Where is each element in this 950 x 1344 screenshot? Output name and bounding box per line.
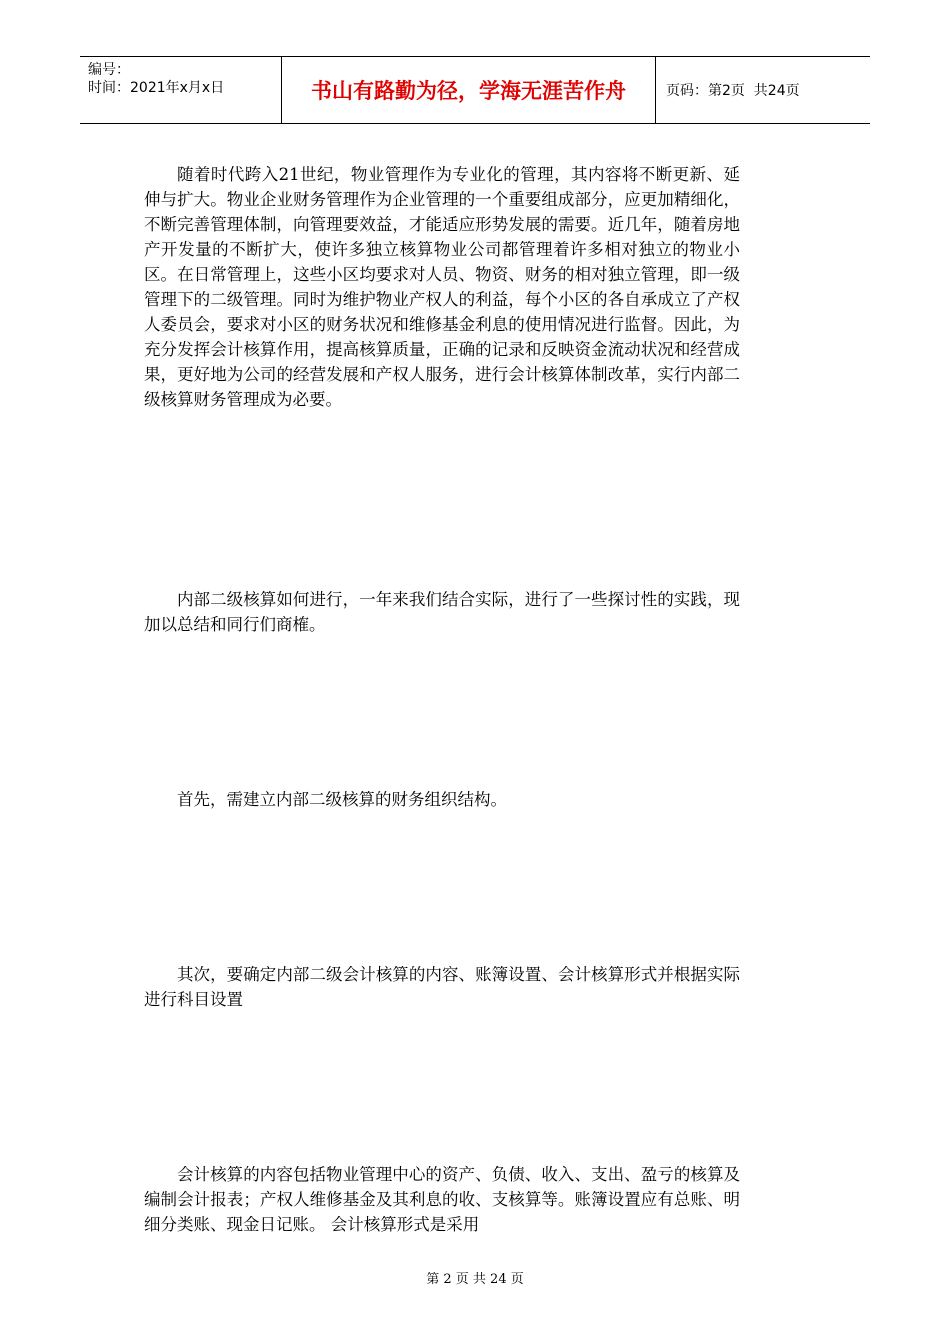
body-paragraph-3: 首先，需建立内部二级核算的财务组织结构。 [177,790,507,809]
document-number-label: 编号： [88,62,130,78]
header-page-info: 页码：第2页 共24页 [666,83,800,99]
document-time-label: 时间：2021年x月x日 [88,80,225,96]
header-motto: 书山有路勤为径，学海无涯苦作舟 [311,79,626,103]
document-header [80,56,870,124]
body-paragraph-4: 其次，要确定内部二级会计核算的内容、账簿设置、会计核算形式并根据实际进行科目设置 [144,965,740,1009]
body-paragraph-5: 会计核算的内容包括物业管理中心的资产、负债、收入、支出、盈亏的核算及编制会计报表；产权人维修基金及其利息的收、支核算等。账簿设置应有总账、明细分类账、现金日记账。 会计核算形式是采用 [144,1165,740,1234]
header-meta-cell [80,57,282,123]
page-footer: 第 2 页 共 24 页 [426,1272,524,1287]
body-paragraph-2: 内部二级核算如何进行，一年来我们结合实际，进行了一些探讨性的实践，现加以总结和同行们商榷。 [144,590,740,634]
header-motto-cell [282,57,656,123]
header-page-cell [656,57,870,123]
body-paragraph-1: 随着时代跨入21世纪，物业管理作为专业化的管理，其内容将不断更新、延伸与扩大。物业企业财务管理作为企业管理的一个重要组成部分，应更加精细化，不断完善管理体制，向管理要效益，才能适应形势发展的需要。近几年，随着房地产开发量的不断扩大，使许多独立核算物业公司都管理着许多相对独立的物业小区。在日常管理上，这些小区均要求对人员、物资、财务的相对独立管理，即一级管理下的二级管理。同时为维护物业产权人的利益，每个小区的各自承成立了产权人委员会，要求对小区的财务状况和维修基金利息的使用情况进行监督。因此，为充分发挥会计核算作用，提高核算质量，正确的记录和反映资金流动状况和经营成果，更好地为公司的经营发展和产权人服务，进行会计核算体制改革，实行内部二级核算财务管理成为必要。 [144,165,740,409]
